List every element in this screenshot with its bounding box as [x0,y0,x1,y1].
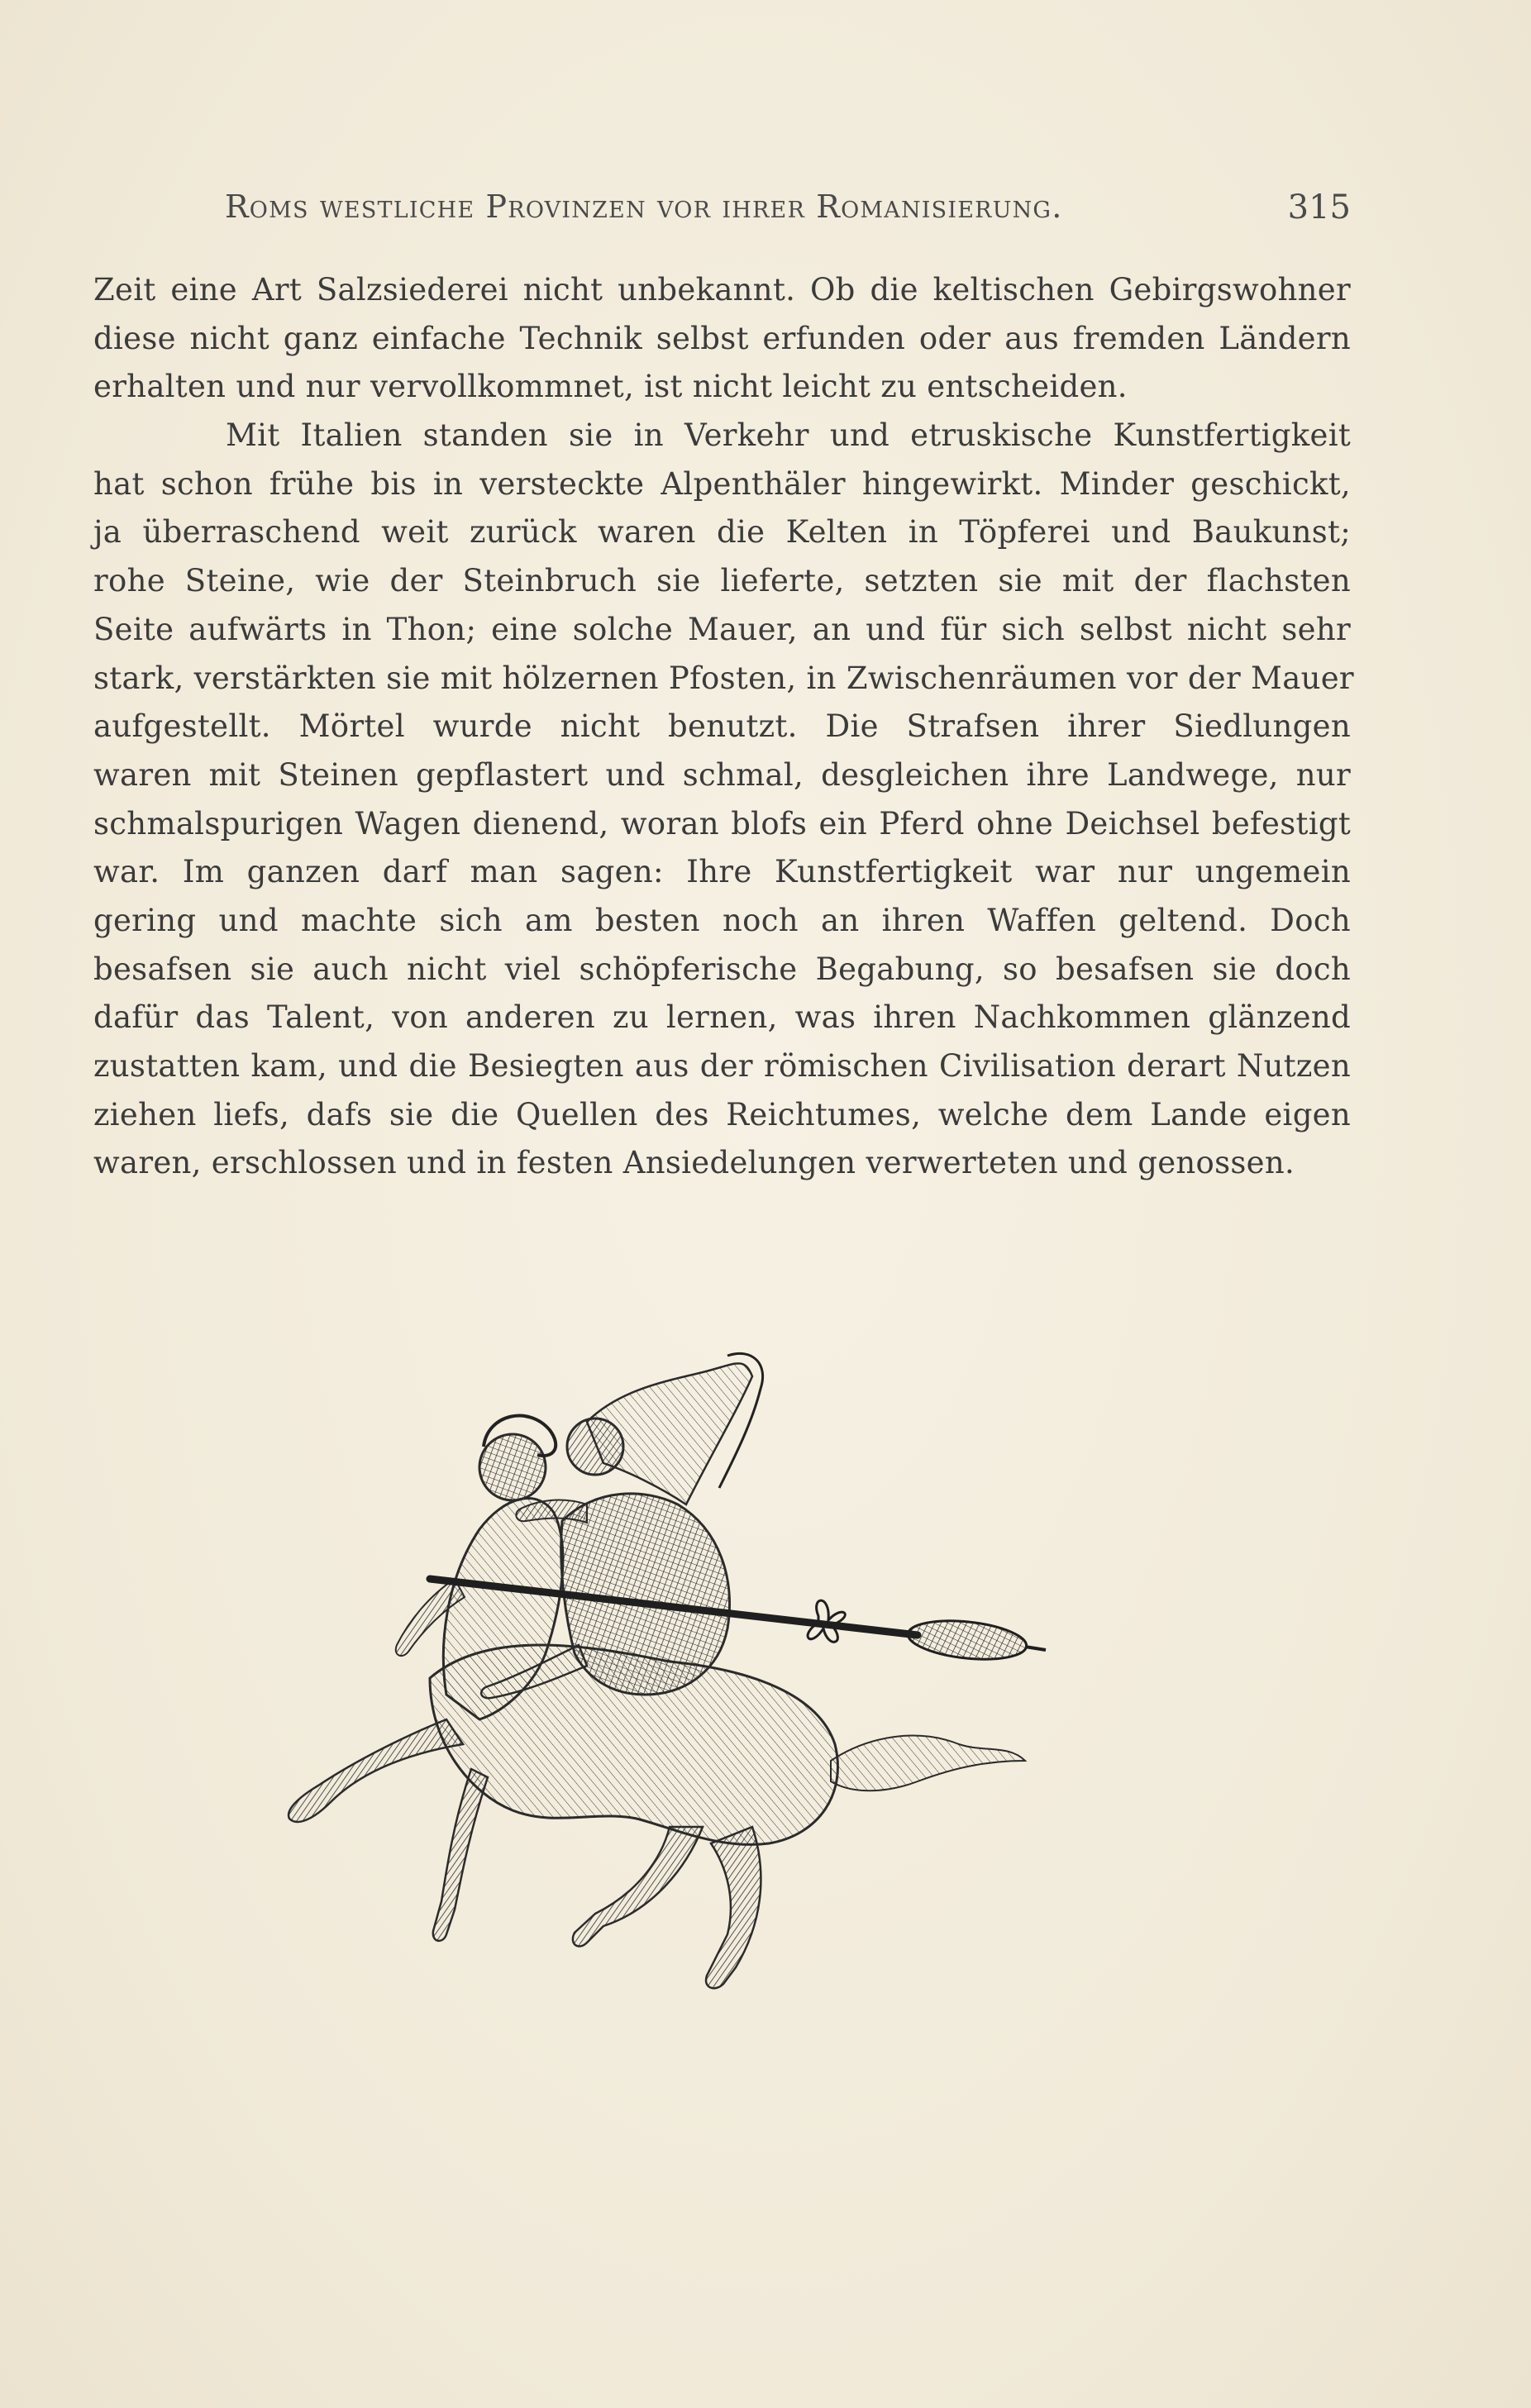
text-line: aufgestellt. Mörtel wurde nicht benutzt. Die Strafsen ihrer Siedlungen [93,708,1351,745]
text-line: dafür das Talent, von anderen zu lernen, was ihren Nachkommen glänzend [93,999,1351,1036]
bacchante-riding-centaur-icon [240,1331,1207,2025]
text-line: besafsen sie auch nicht viel schöpferische Begabung, so besafsen sie doch [93,951,1351,987]
page-header [225,188,1351,230]
text-line: ziehen liefs, dafs sie die Quellen des Reichtumes, welche dem Lande eigen [93,1096,1351,1132]
text-line: waren, erschlossen und in festen Ansiedelungen verwerteten und genossen. [93,1145,1295,1181]
text-line: Seite aufwärts in Thon; eine solche Mauer, an und für sich selbst nicht sehr [93,611,1351,647]
text-line: gering und machte sich am besten noch an ihren Waffen geltend. Doch [93,902,1351,938]
page-number: 315 [1287,188,1351,226]
paragraph-start-line: Mit Italien standen sie in Verkehr und etruskische Kunstfertigkeit [226,417,1351,454]
text-line: ja überraschend weit zurück waren die Kelten in Töpferei und Baukunst; [93,514,1351,551]
text-line: diese nicht ganz einfache Technik selbst erfunden oder aus fremden Ländern [93,320,1351,356]
text-line: hat schon frühe bis in versteckte Alpenthäler hingewirkt. Minder geschickt, [93,465,1351,502]
text-line: erhalten und nur vervollkommnet, ist nicht leicht zu entscheiden. [93,369,1128,405]
text-line: Zeit eine Art Salzsiederei nicht unbekannt. Ob die keltischen Gebirgswohner [93,272,1351,308]
text-line: schmalspurigen Wagen dienend, woran blofs ein Pferd ohne Deichsel befestigt [93,805,1351,842]
text-line: waren mit Steinen gepflastert und schmal, desgleichen ihre Landwege, nur [93,756,1351,793]
body-text [93,266,1354,1188]
centaur-engraving-illustration [240,1331,1207,2025]
text-line: rohe Steine, wie der Steinbruch sie lieferte, setzten sie mit der flachsten [93,563,1351,599]
text-line: stark, verstärkten sie mit hölzernen Pfosten, in Zwischenräumen vor der Mauer [93,660,1354,696]
running-title: Roms westliche Provinzen vor ihrer Romanisierung. [225,188,1063,225]
text-line: zustatten kam, und die Besiegten aus der römischen Civilisation derart Nutzen [93,1048,1351,1084]
text-line: war. Im ganzen darf man sagen: Ihre Kunstfertigkeit war nur ungemein [93,854,1351,890]
